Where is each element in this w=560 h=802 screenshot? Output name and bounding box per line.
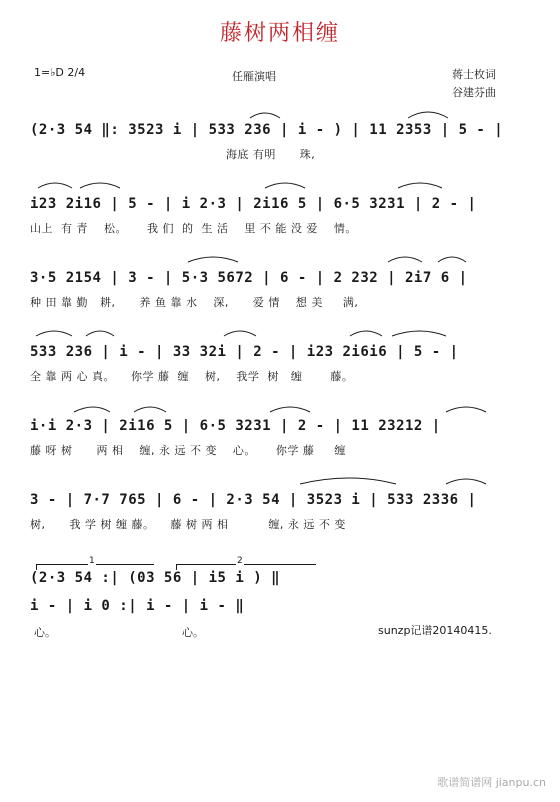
lyricist-credit: 蒋士枚词 — [452, 68, 496, 81]
notation-row-6: 3 - | 7·7 765 | 6 - | 2·3 54 | 3523 i | 533 2336 | — [30, 492, 477, 508]
notation-row-5: i·i 2·3 | 2i16 5 | 6·5 3231 | 2 - | 11 23212 | — [30, 418, 441, 434]
lyric-row-1: 海底 有明 珠, — [30, 148, 316, 161]
notation-row-4: 533 236 | i - | 33 32i | 2 - | i23 2i6i6 | 5 - | — [30, 344, 459, 360]
singer-credit: 任雁演唱 — [232, 70, 276, 83]
notation-row-7: (2·3 54 :| (03 56 | i5 i ) ‖ — [30, 570, 281, 586]
song-title: 藤树两相缠 — [219, 21, 340, 46]
notation-row-3: 3·5 2154 | 3 - | 5·3 5672 | 6 - | 2 232 | 2i7 6 | — [30, 270, 468, 286]
composer-credit: 谷建芬曲 — [452, 86, 496, 99]
volta-bracket-2 — [176, 564, 316, 565]
notation-row-1: (2·3 54 ‖: 3523 i | 533 236 | i - ) | 11 2353 | 5 - | — [30, 122, 504, 138]
final-lyric-2: 心。 — [182, 626, 204, 639]
lyric-row-3: 种 田 靠 勤 耕, 养 鱼 靠 水 深, 爱 情 想 美 满, — [30, 296, 359, 309]
volta-number-2: 2 — [237, 556, 243, 566]
transcriber-credit: sunzp记谱20140415. — [378, 624, 492, 637]
notation-row-2: i23 2i16 | 5 - | i 2·3 | 2i16 5 | 6·5 3231 | 2 - | — [30, 196, 477, 212]
lyric-row-4: 全 靠 两 心 真。 你学 藤 缠 树, 我学 树 缠 藤。 — [30, 370, 354, 383]
notation-row-8: i - | i 0 :| i - | i - ‖ — [30, 598, 245, 614]
key-signature: 1=♭D 2/4 — [34, 66, 86, 79]
lyric-row-2: 山上 有 青 松。 我 们 的 生 活 里 不 能 没 爱 情。 — [30, 222, 357, 235]
volta-number-1: 1 — [89, 556, 95, 566]
site-watermark: 歌谱简谱网 jianpu.cn — [437, 776, 546, 789]
lyric-row-5: 藤 呀 树 两 相 缠, 永 远 不 变 心。 你学 藤 缠 — [30, 444, 346, 457]
lyric-row-6: 树, 我 学 树 缠 藤。 藤 树 两 相 缠, 永 远 不 变 — [30, 518, 346, 531]
final-lyric-1: 心。 — [34, 626, 56, 639]
